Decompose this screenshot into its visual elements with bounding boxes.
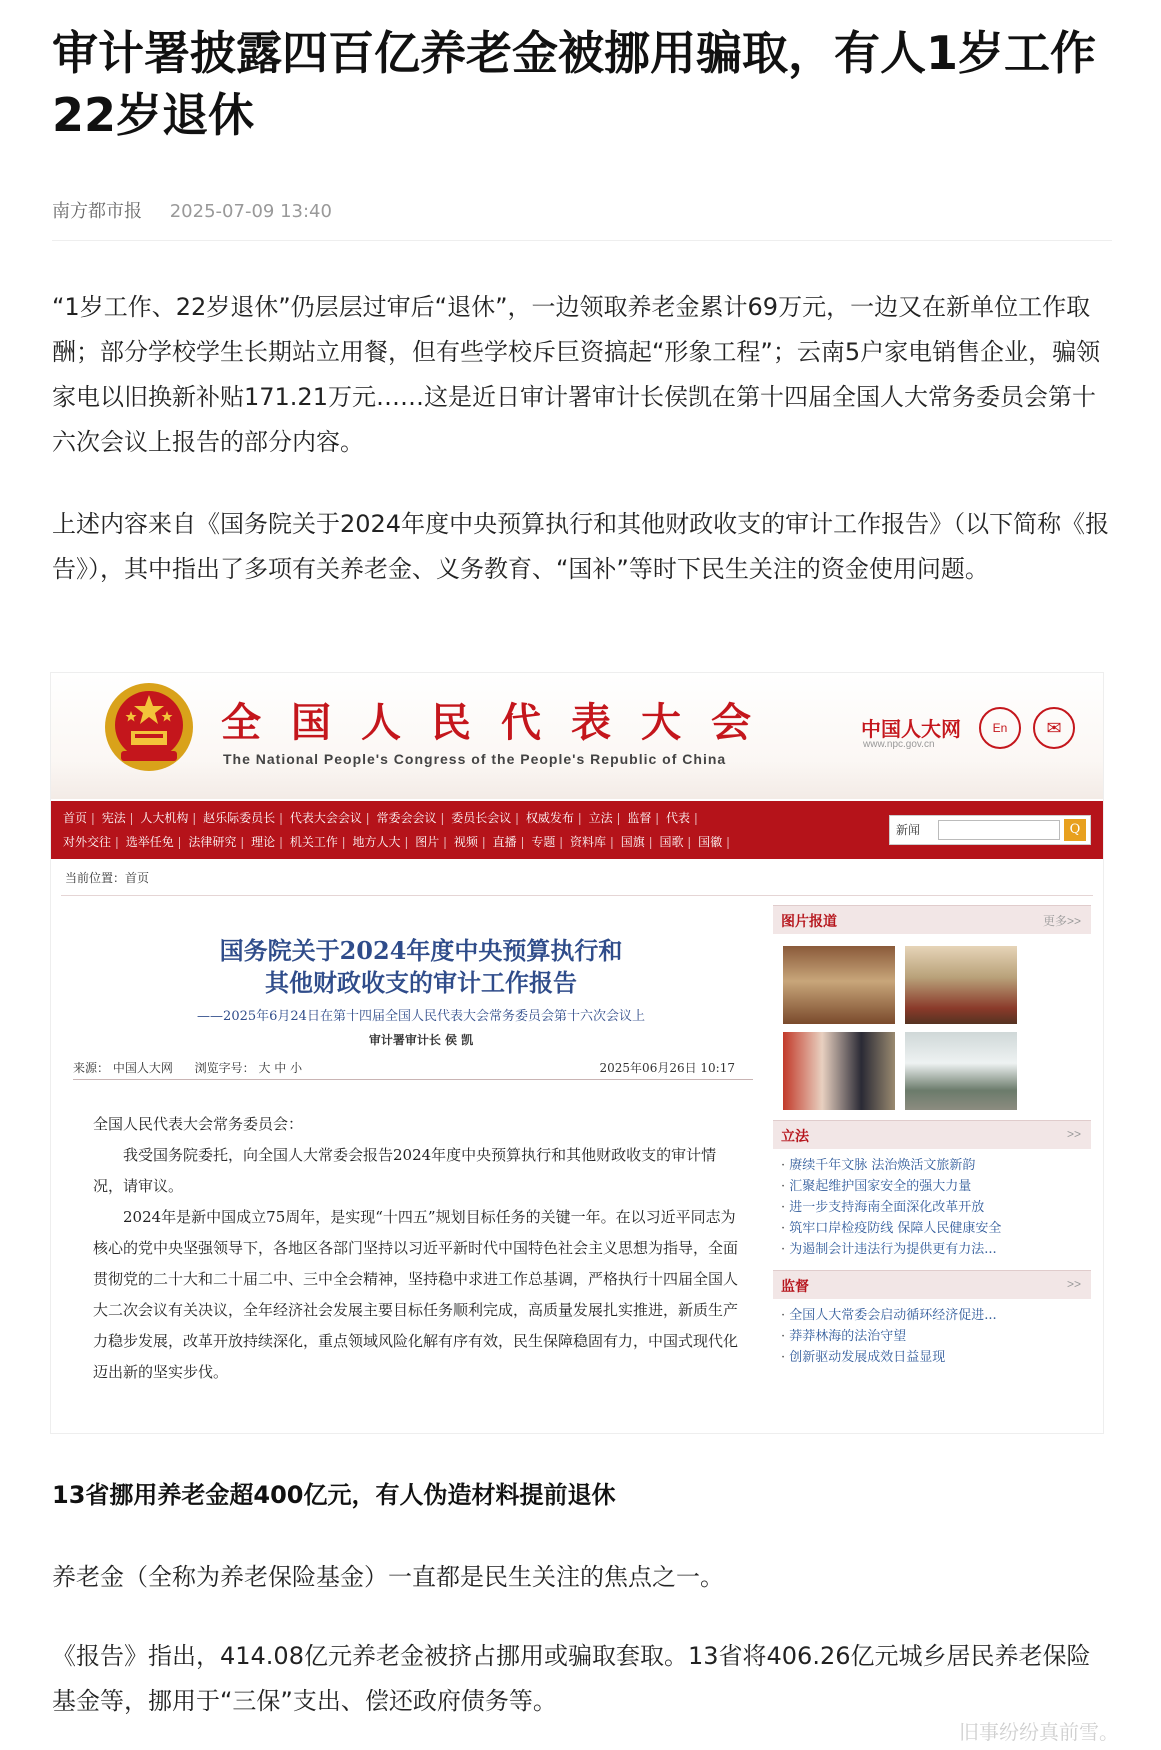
list-item[interactable]: · 赓续千年文脉 法治焕活文旅新韵 — [781, 1155, 1091, 1176]
article-subhead: 13省挪用养老金超400亿元，有人伪造材料提前退休 — [52, 1481, 616, 1509]
npc-nav-bar — [51, 801, 1103, 859]
list-item[interactable]: · 为遏制会计违法行为提供更有力法... — [781, 1239, 1091, 1260]
news-photo[interactable] — [905, 946, 1017, 1024]
list-item[interactable]: · 筑牢口岸检疫防线 保障人民健康安全 — [781, 1218, 1091, 1239]
breadcrumb: 当前位置：首页 — [65, 871, 150, 885]
nav-item[interactable]: 人大机构 | — [140, 811, 196, 825]
breadcrumb-divider — [61, 895, 1093, 896]
news-photo[interactable] — [783, 1032, 895, 1110]
lifa-list — [773, 1155, 1091, 1260]
mail-icon[interactable]: ✉ — [1033, 707, 1075, 749]
nav-item[interactable]: 首页 | — [63, 811, 95, 825]
npc-site-subtitle: The National People's Congress of the People's Republic of China — [223, 751, 727, 767]
nav-item[interactable]: 赵乐际委员长 | — [203, 811, 283, 825]
nav-item[interactable]: 选举任免 | — [126, 835, 182, 849]
nav-item[interactable]: 常委会会议 | — [377, 811, 445, 825]
watermark-text: 旧事纷纷真前雪。 — [959, 1720, 1119, 1744]
nav-item[interactable]: 宪法 | — [102, 811, 134, 825]
photo-more-link[interactable]: 更多>> — [1042, 914, 1081, 928]
nav-item[interactable]: 代表 | — [666, 811, 698, 825]
nav-item[interactable]: 对外交往 | — [63, 835, 119, 849]
lifa-section-title: 立法 — [781, 1129, 809, 1145]
photo-section-title: 图片报道 — [781, 914, 837, 930]
report-source: 来源： 中国人大网 — [73, 1061, 173, 1075]
report-title-line-1: 国务院关于2024年度中央预算执行和 — [219, 936, 623, 965]
national-emblem-icon — [101, 679, 197, 775]
report-author: 审计署审计长 侯 凯 — [368, 1033, 474, 1047]
report-date: 2025年06月26日 10:17 — [599, 1061, 735, 1075]
nav-item[interactable]: 理论 | — [251, 835, 283, 849]
photo-section-header — [773, 905, 1091, 934]
npc-banner — [51, 673, 1103, 799]
list-item[interactable]: · 莽莽林海的法治守望 — [781, 1326, 1091, 1347]
search-label: 新闻 — [896, 823, 921, 837]
lifa-more-link[interactable]: >> — [1066, 1127, 1081, 1141]
report-title-line-2: 其他财政收支的审计工作报告 — [265, 968, 577, 997]
nav-item[interactable]: 立法 | — [589, 811, 621, 825]
npc-logo-url: www.npc.gov.cn — [863, 739, 935, 750]
list-item[interactable]: · 汇聚起维护国家安全的强大力量 — [781, 1176, 1091, 1197]
article-paragraph-4: 《报告》指出，414.08亿元养老金被挤占挪用或骗取套取。13省将406.26亿元城乡居民养老保险基金等，挪用于“三保”支出、偿还政府债务等。 — [52, 1642, 1091, 1715]
news-photo[interactable] — [905, 1032, 1017, 1110]
report-meeting-note: ——2025年6月24日在第十四届全国人民代表大会常务委员会第十六次会议上 — [197, 1009, 645, 1024]
nav-item[interactable]: 权威发布 | — [526, 811, 582, 825]
sidebar — [773, 905, 1091, 1378]
search-icon[interactable]: Q — [1064, 819, 1086, 841]
article-headline: 审计署披露四百亿养老金被挪用骗取，有人1岁工作22岁退休 — [52, 26, 1097, 142]
article-paragraph-2: 上述内容来自《国务院关于2024年度中央预算执行和其他财政收支的审计工作报告》（以下简称《报告》），其中指出了多项有关养老金、义务教育、“国补”等时下民生关注的资金使用问题。 — [52, 510, 1110, 583]
article-time: 2025-07-09 13:40 — [169, 201, 332, 222]
nav-item[interactable]: 视频 | — [454, 835, 486, 849]
report-body — [93, 1109, 743, 1388]
article-paragraph-3: 养老金（全称为养老保险基金）一直都是民生关注的焦点之一。 — [52, 1563, 724, 1591]
jiandu-section-title: 监督 — [781, 1279, 809, 1295]
list-item[interactable]: · 创新驱动发展成效日益显现 — [781, 1347, 1091, 1368]
search-input[interactable] — [938, 820, 1060, 840]
report-salutation: 全国人民代表大会常务委员会： — [93, 1115, 304, 1133]
nav-item[interactable]: 国徽 | — [698, 835, 730, 849]
jiandu-list — [773, 1305, 1091, 1368]
report-paragraph: 我受国务院委托，向全国人大常委会报告2024年度中央预算执行和其他财政收支的审计情况，请审议。 — [93, 1146, 717, 1195]
article-source[interactable]: 南方都市报 — [52, 201, 142, 222]
meta-divider — [52, 240, 1112, 241]
nav-item[interactable]: 监督 | — [627, 811, 659, 825]
nav-item[interactable]: 直播 | — [493, 835, 525, 849]
npc-site-title: 全国人民代表大会 — [221, 699, 781, 746]
nav-item[interactable]: 委员长会议 | — [451, 811, 519, 825]
lifa-section-header — [773, 1120, 1091, 1149]
news-photo[interactable] — [783, 946, 895, 1024]
npc-logo-text[interactable]: 中国人大网 — [861, 717, 961, 741]
nav-item[interactable]: 法律研究 | — [188, 835, 244, 849]
report-paragraph: 2024年是新中国成立75周年，是实现“十四五”规划目标任务的关键一年。在以习近平同志为核心的党中央坚强领导下，各地区各部门坚持以习近平新时代中国特色社会主义思想为指导，全面贯彻党的二十大和二十届二中、三中全会精神，坚持稳中求进工作总基调，严格执行十四届全国人大二次会议有关决议，全年经济社会发展主要目标任务顺利完成，高质量发展扎实推进，新质生产力稳步发展，改革开放持续深化，重点领域风险化解有序有效，民生保障稳固有力，中国式现代化迈出新的坚实步伐。 — [93, 1208, 739, 1381]
nav-row-1 — [63, 809, 701, 826]
article-paragraph-1: “1岁工作、22岁退休”仍层层过审后“退休”，一边领取养老金累计69万元，一边又在新单位工作取酬；部分学校学生长期站立用餐，但有些学校斥巨资搞起“形象工程”；云南5户家电销售企业，骗领家电以旧换新补贴171.21万元……这是近日审计署审计长侯凯在第十四届全国人大常务委员会第十六次会议上报告的部分内容。 — [52, 293, 1101, 456]
report-title — [91, 935, 751, 999]
nav-item[interactable]: 国旗 | — [621, 835, 653, 849]
jiandu-section-header — [773, 1270, 1091, 1299]
report-info-bar — [73, 1059, 753, 1076]
nav-item[interactable]: 机关工作 | — [290, 835, 346, 849]
report-divider — [73, 1079, 753, 1080]
nav-item[interactable]: 专题 | — [531, 835, 563, 849]
nav-item[interactable]: 图片 | — [415, 835, 447, 849]
nav-row-2 — [63, 833, 733, 850]
jiandu-more-link[interactable]: >> — [1066, 1277, 1081, 1291]
nav-item[interactable]: 地方人大 | — [353, 835, 409, 849]
article-meta — [52, 197, 332, 223]
list-item[interactable]: · 进一步支持海南全面深化改革开放 — [781, 1197, 1091, 1218]
list-item[interactable]: · 全国人大常委会启动循环经济促进... — [781, 1305, 1091, 1326]
nav-item[interactable]: 国歌 | — [659, 835, 691, 849]
nav-item[interactable]: 代表大会会议 | — [290, 811, 370, 825]
font-size-selector[interactable]: 浏览字号： 大 中 小 — [194, 1061, 303, 1075]
npc-search — [889, 815, 1091, 845]
nav-item[interactable]: 资料库 | — [570, 835, 614, 849]
photo-grid — [773, 940, 1091, 1120]
english-version-button[interactable]: En — [979, 707, 1021, 749]
embedded-npc-screenshot — [50, 672, 1104, 1434]
